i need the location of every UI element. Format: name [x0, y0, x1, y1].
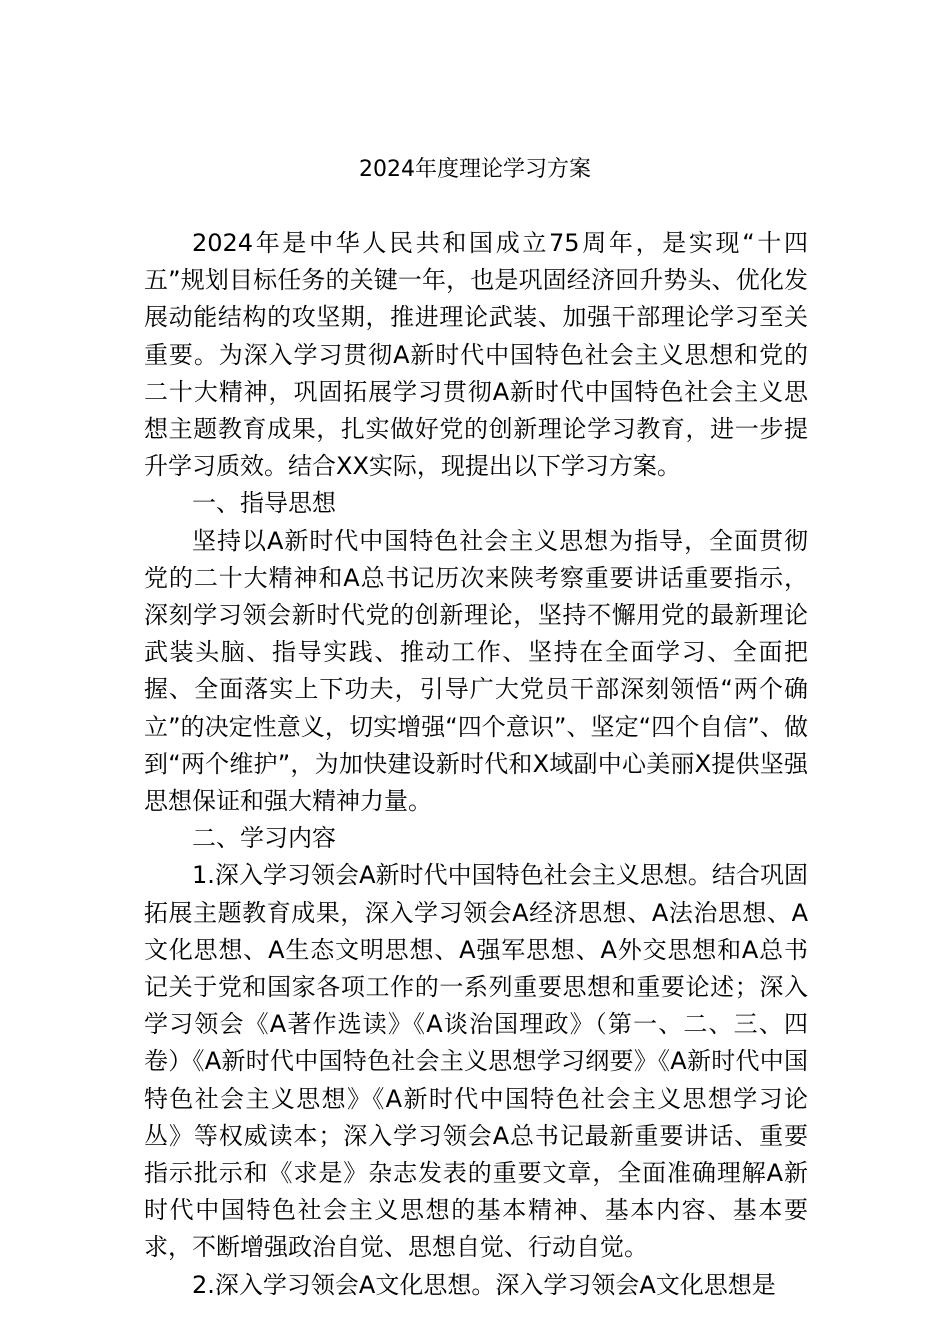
- intro-paragraph: 2024年是中华人民共和国成立75周年，是实现“十四五”规划目标任务的关键一年，也是巩固经济回升势头、优化发展动能结构的攻坚期，推进理论武装、加强干部理论学习至关重要。为深入学习贯彻A新时代中国特色社会主义思想和党的二十大精神，巩固拓展学习贯彻A新时代中国特色社会主义思想主题教育成果，扎实做好党的创新理论学习教育，进一步提升学习质效。结合XX实际，现提出以下学习方案。: [144, 229, 808, 481]
- study-item-2: 2.深入学习领会A文化思想。深入学习领会A文化思想是: [192, 1270, 776, 1299]
- guiding-thought-paragraph: 坚持以A新时代中国特色社会主义思想为指导，全面贯彻党的二十大精神和A总书记历次来陕考察重要讲话重要指示，深刻学习领会新时代党的创新理论，坚持不懈用党的最新理论武装头脑、指导实践、推动工作、坚持在全面学习、全面把握、全面落实上下功夫，引导广大党员干部深刻领悟“两个确立”的决定性意义，切实增强“四个意识”、坚定“四个自信”、做到“两个维护”，为加快建设新时代和X域副中心美丽X提供坚强思想保证和强大精神力量。: [144, 526, 808, 816]
- document-body: [144, 225, 808, 1304]
- study-item-1: 1.深入学习领会A新时代中国特色社会主义思想。结合巩固拓展主题教育成果，深入学习领会A经济思想、A法治思想、A文化思想、A生态文明思想、A强军思想、A外交思想和A总书记关于党和国家各项工作的一系列重要思想和重要论述；深入学习领会《A著作选读》《A谈治国理政》（第一、二、三、四卷）《A新时代中国特色社会主义思想学习纲要》《A新时代中国特色社会主义思想》《A新时代中国特色社会主义思想学习论丛》等权威读本；深入学习领会A总书记最新重要讲话、重要指示批示和《求是》杂志发表的重要文章，全面准确理解A新时代中国特色社会主义思想的基本精神、基本内容、基本要求，不断增强政治自觉、思想自觉、行动自觉。: [144, 861, 808, 1262]
- document-title: 2024年度理论学习方案: [359, 157, 591, 182]
- section-heading-study-content: 二、学习内容: [192, 824, 336, 853]
- section-heading-guiding-thought: 一、指导思想: [192, 489, 336, 518]
